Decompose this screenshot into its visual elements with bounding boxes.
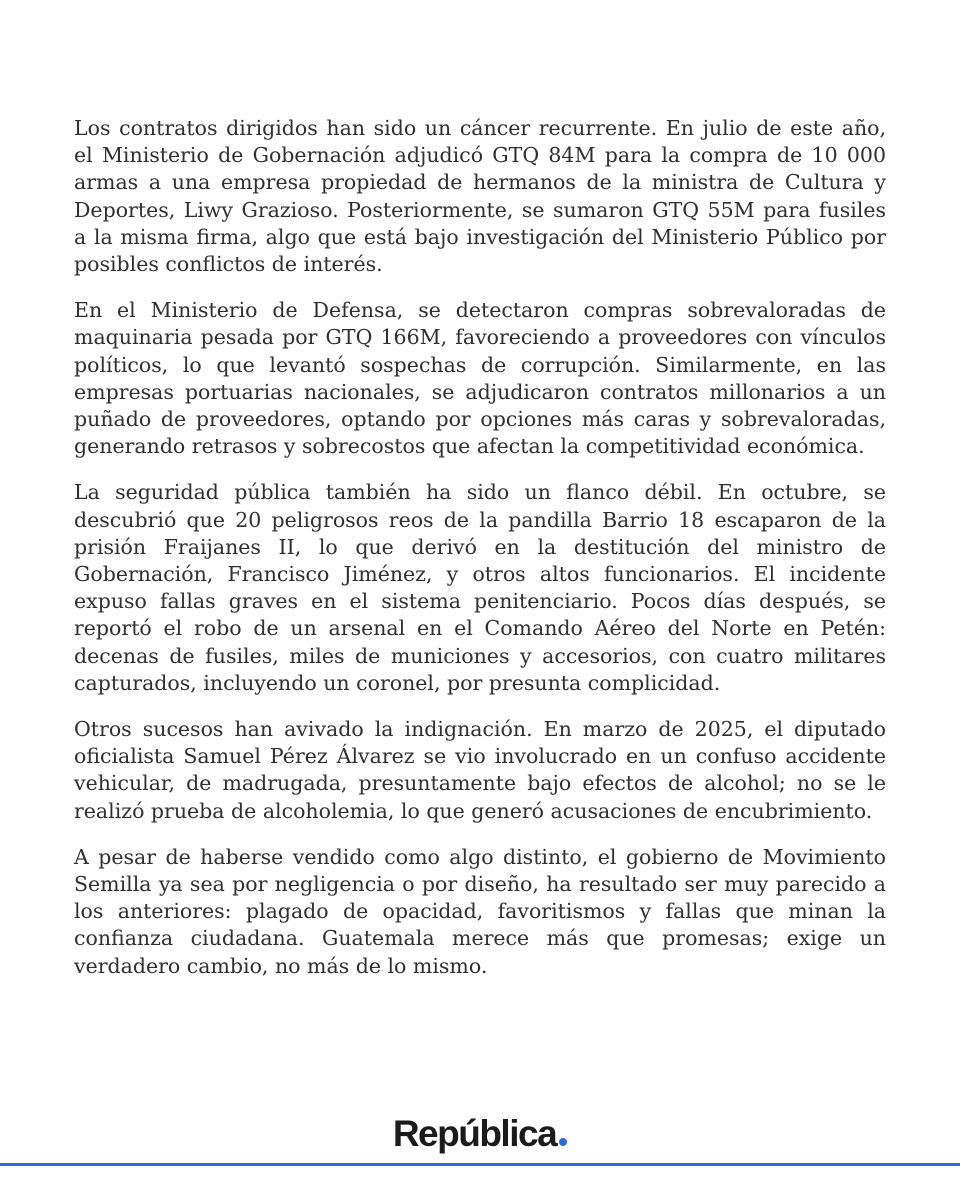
republica-logo: [0, 1112, 960, 1156]
logo-dot: [559, 1138, 567, 1146]
article-body: [74, 115, 886, 999]
paragraph-defense: En el Ministerio de Defensa, se detectaron compras sobrevaloradas de maquinaria pesada por GTQ 166M, favoreciendo a proveedores con vínculos políticos, lo que levantó sospechas de corrupción. Similarmente, en las empresas portuarias nacionales, se adjudicaron contratos millonarios a un puñado de proveedores, optando por opciones más caras y sobrevaloradas, generando retrasos y sobrecostos que afectan la competitividad económica.: [74, 298, 886, 459]
paragraph-security: La seguridad pública también ha sido un flanco débil. En octubre, se descubrió que 20 peligrosos reos de la pandilla Barrio 18 escaparon de la prisión Fraijanes II, lo que derivó en la destitución del ministro de Gobernación, Francisco Jiménez, y otros altos funcionarios. El incidente expuso fallas graves en el sistema penitenciario. Pocos días después, se reportó el robo de un arsenal en el Comando Aéreo del Norte en Petén: decenas de fusiles, miles de municiones y accesorios, con cuatro militares capturados, incluyendo un coronel, por presunta complicidad.: [74, 480, 886, 695]
paragraph-incidents: Otros sucesos han avivado la indignación. En marzo de 2025, el diputado oficialista Samuel Pérez Álvarez se vio involucrado en un confuso accidente vehicular, de madrugada, presuntamente bajo efectos de alcohol; no se le realizó prueba de alcoholemia, lo que generó acusaciones de encubrimiento.: [74, 717, 886, 823]
bottom-accent-rule: [0, 1163, 960, 1166]
logo-wordmark: República: [392, 1113, 557, 1154]
paragraph-contracts: Los contratos dirigidos han sido un cáncer recurrente. En julio de este año, el Ministerio de Gobernación adjudicó GTQ 84M para la compra de 10 000 armas a una empresa propiedad de hermanos de la ministra de Cultura y Deportes, Liwy Grazioso. Posteriormente, se sumaron GTQ 55M para fusiles a la misma firma, algo que está bajo investigación del Ministerio Público por posibles conflictos de interés.: [74, 116, 886, 277]
paragraph-conclusion: A pesar de haberse vendido como algo distinto, el gobierno de Movimiento Semilla ya sea por negligencia o por diseño, ha resultado ser muy parecido a los anteriores: plagado de opacidad, favoritismos y fallas que minan la confianza ciudadana. Guatemala merece más que promesas; exige un verdadero cambio, no más de lo mismo.: [74, 844, 886, 978]
